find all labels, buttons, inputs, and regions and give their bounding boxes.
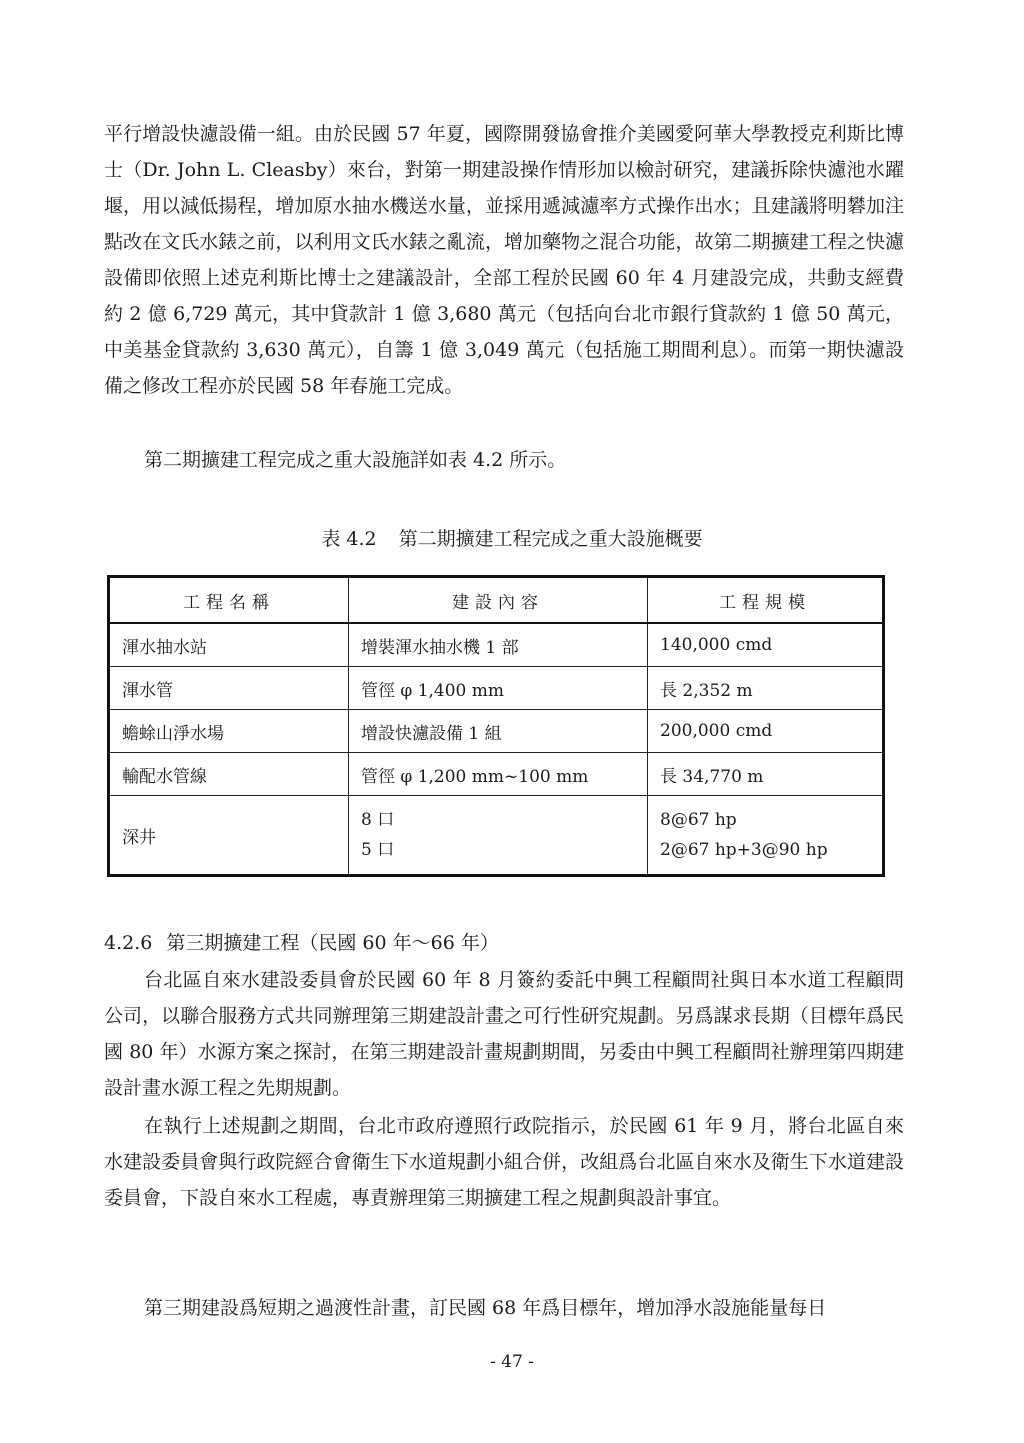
row-scale: 長 2,352 m: [648, 667, 884, 710]
table-caption-number: 表 4.2: [321, 528, 377, 550]
header-content: 建設內容: [349, 577, 648, 624]
row-content: 增設快濾設備 1 組: [349, 710, 648, 753]
row-scale: 200,000 cmd: [648, 710, 884, 753]
wells-scale-line: 2@67 hp+3@90 hp: [660, 840, 828, 860]
table-caption: [0, 524, 1024, 551]
row-scale: 140,000 cmd: [648, 623, 884, 667]
row-scale: 長 34,770 m: [648, 753, 884, 796]
header-project-name: 工程名稱: [109, 577, 349, 624]
page-number: - 47 -: [490, 1352, 534, 1372]
wells-name: 深井: [109, 796, 349, 876]
row-name: 渾水管: [109, 667, 349, 710]
section-heading: [104, 928, 499, 955]
table-reference-paragraph: 第二期擴建工程完成之重大設施詳如表 4.2 所示。: [144, 449, 567, 471]
table-header-row: [109, 577, 884, 624]
row-name: 渾水抽水站: [109, 623, 349, 667]
wells-scale-line: 8@67 hp: [660, 810, 737, 830]
wells-content-line: 5 口: [361, 840, 395, 860]
row-content: 增裝渾水抽水機 1 部: [349, 623, 648, 667]
row-content: 管徑 φ 1,400 mm: [349, 667, 648, 710]
facilities-table: [107, 575, 885, 877]
table-caption-title: 第二期擴建工程完成之重大設施概要: [398, 528, 703, 550]
section-paragraph-2: 在執行上述規劃之期間，台北市政府遵照行政院指示，於民國 61 年 9 月，將台北區自來水建設委員會與行政院經合會衛生下水道規劃小組合併，改組爲台北區自來水及衛生下水道建設委員會，下設自來水工程處，專責辦理第三期擴建工程之規劃與設計事宜。: [104, 1115, 904, 1209]
table-row: [109, 623, 884, 667]
header-scale: 工程規模: [648, 577, 884, 624]
intro-paragraph: 平行增設快濾設備一組。由於民國 57 年夏，國際開發協會推介美國愛阿華大學教授克利斯比博士（Dr. John L. Cleasby）來台，對第一期建設操作情形加以檢討研究，建議拆除快濾池水躍堰，用以減低揚程，增加原水抽水機送水量，並採用遞減濾率方式操作出水；且建議將明礬加注點改在文氏水錶之前，以利用文氏水錶之亂流，增加藥物之混合功能，故第二期擴建工程之快濾設備即依照上述克利斯比博士之建議設計，全部工程於民國 60 年 4 月建設完成，共動支經費約 2 億 6,729 萬元，其中貸款計 1 億 3,680 萬元（包括向台北市銀行貸款約 1 億 50 萬元，中美基金貸款約 3,630 萬元），自籌 1 億 3,049 萬元（包括施工期間利息）。而第一期快濾設備之修改工程亦於民國 58 年春施工完成。: [104, 123, 904, 397]
wells-scale: [648, 796, 884, 876]
table-row-wells: [109, 796, 884, 876]
section-paragraph-1: 台北區自來水建設委員會於民國 60 年 8 月簽約委託中興工程顧問社與日本水道工程顧問公司，以聯合服務方式共同辦理第三期建設計畫之可行性研究規劃。另爲謀求長期（目標年爲民國 80 年）水源方案之探討，在第三期建設計畫規劃期間，另委由中興工程顧問社辦理第四期建設計畫水源工程之先期規劃。: [104, 969, 904, 1099]
table-row: [109, 667, 884, 710]
table-row: [109, 753, 884, 796]
section-number: 4.2.6: [104, 932, 153, 954]
section-title: 第三期擴建工程（民國 60 年～66 年）: [166, 932, 499, 954]
wells-content-line: 8 口: [361, 810, 395, 830]
table-row: [109, 710, 884, 753]
row-name: 蟾蜍山淨水場: [109, 710, 349, 753]
row-name: 輸配水管線: [109, 753, 349, 796]
wells-content: [349, 796, 648, 876]
section-paragraph-3: 第三期建設爲短期之過渡性計畫，訂民國 68 年爲目標年，增加淨水設施能量每日: [144, 1297, 827, 1319]
row-content: 管徑 φ 1,200 mm~100 mm: [349, 753, 648, 796]
